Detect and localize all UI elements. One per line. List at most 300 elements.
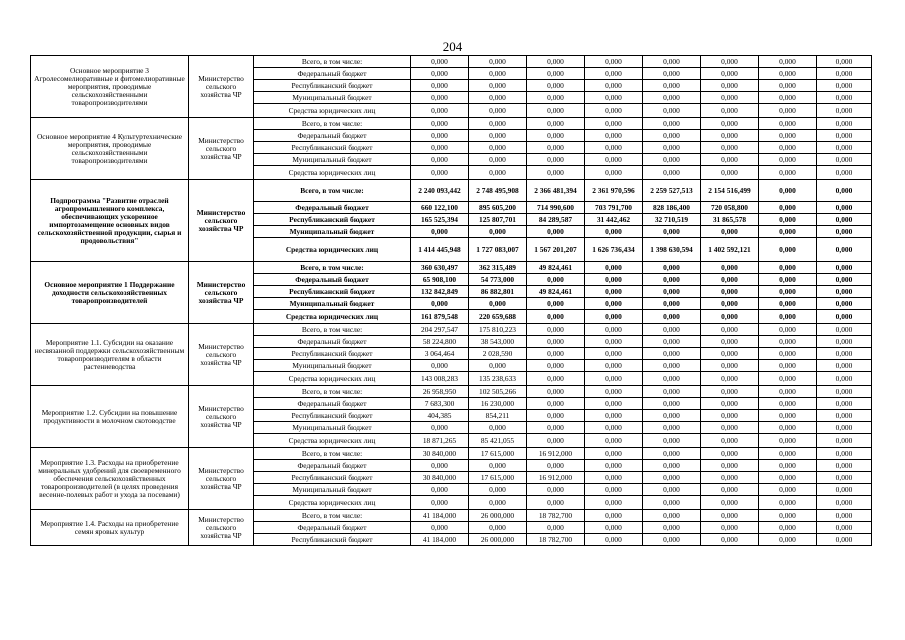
table-row [31, 262, 872, 274]
value-cell: 0,000 [759, 68, 817, 80]
value-cell: 0,000 [701, 484, 759, 496]
value-cell: 0,000 [643, 130, 701, 142]
value-cell: 0,000 [759, 496, 817, 510]
value-cell: 0,000 [701, 398, 759, 410]
value-cell: 0,000 [411, 298, 469, 310]
source-cell: Федеральный бюджет [254, 398, 411, 410]
value-cell: 0,000 [643, 154, 701, 166]
value-cell: 0,000 [701, 360, 759, 372]
value-cell: 0,000 [527, 92, 585, 104]
value-cell: 0,000 [527, 226, 585, 238]
value-cell: 0,000 [817, 56, 872, 68]
value-cell: 360 630,497 [411, 262, 469, 274]
executor-cell: Министерство сельского хозяйства ЧР [189, 118, 254, 180]
value-cell: 0,000 [411, 80, 469, 92]
value-cell: 0,000 [817, 310, 872, 324]
value-cell: 0,000 [643, 142, 701, 154]
value-cell: 2 748 495,908 [469, 180, 527, 202]
source-cell: Всего, в том числе: [254, 262, 411, 274]
value-cell: 0,000 [527, 274, 585, 286]
value-cell: 0,000 [585, 298, 643, 310]
value-cell: 0,000 [701, 324, 759, 336]
value-cell: 0,000 [701, 274, 759, 286]
value-cell: 102 505,266 [469, 386, 527, 398]
value-cell: 2 154 516,499 [701, 180, 759, 202]
value-cell: 0,000 [585, 496, 643, 510]
value-cell: 86 882,801 [469, 286, 527, 298]
value-cell: 0,000 [469, 80, 527, 92]
value-cell: 0,000 [585, 56, 643, 68]
measure-cell: Мероприятие 1.3. Расходы на приобретение минеральных удобрений для своевременного обеспечения сельскохозяйственных товаропроизводителей (в целях проведения весенне-полевых работ и ухода за посевами) [31, 448, 189, 510]
value-cell: 0,000 [701, 286, 759, 298]
value-cell: 0,000 [701, 348, 759, 360]
source-cell: Всего, в том числе: [254, 56, 411, 68]
value-cell: 2 240 093,442 [411, 180, 469, 202]
source-cell: Всего, в том числе: [254, 118, 411, 130]
source-cell: Республиканский бюджет [254, 348, 411, 360]
source-cell: Всего, в том числе: [254, 510, 411, 522]
source-cell: Федеральный бюджет [254, 274, 411, 286]
value-cell: 828 186,400 [643, 202, 701, 214]
value-cell: 0,000 [759, 410, 817, 422]
value-cell: 0,000 [527, 348, 585, 360]
value-cell: 404,385 [411, 410, 469, 422]
value-cell: 0,000 [643, 274, 701, 286]
value-cell: 854,211 [469, 410, 527, 422]
value-cell: 0,000 [759, 360, 817, 372]
page-number: 204 [442, 39, 463, 54]
value-cell: 0,000 [759, 298, 817, 310]
value-cell: 0,000 [817, 154, 872, 166]
value-cell: 0,000 [411, 92, 469, 104]
value-cell: 0,000 [411, 68, 469, 80]
value-cell: 0,000 [817, 130, 872, 142]
value-cell: 0,000 [817, 348, 872, 360]
value-cell: 26 000,000 [469, 510, 527, 522]
value-cell: 0,000 [817, 180, 872, 202]
source-cell: Республиканский бюджет [254, 142, 411, 154]
value-cell: 0,000 [759, 484, 817, 496]
value-cell: 0,000 [759, 154, 817, 166]
value-cell: 0,000 [585, 460, 643, 472]
value-cell: 720 058,800 [701, 202, 759, 214]
value-cell: 0,000 [527, 324, 585, 336]
value-cell: 0,000 [817, 92, 872, 104]
executor-cell: Министерство сельского хозяйства ЧР [189, 56, 254, 118]
value-cell: 0,000 [701, 460, 759, 472]
value-cell: 0,000 [701, 142, 759, 154]
value-cell: 0,000 [701, 410, 759, 422]
value-cell: 16 230,000 [469, 398, 527, 410]
value-cell: 0,000 [527, 484, 585, 496]
value-cell: 0,000 [701, 510, 759, 522]
value-cell: 703 791,700 [585, 202, 643, 214]
value-cell: 0,000 [527, 142, 585, 154]
value-cell: 0,000 [759, 386, 817, 398]
value-cell: 85 421,055 [469, 434, 527, 448]
value-cell: 16 912,000 [527, 448, 585, 460]
value-cell: 0,000 [817, 496, 872, 510]
source-cell: Федеральный бюджет [254, 68, 411, 80]
value-cell: 0,000 [701, 372, 759, 386]
value-cell: 16 912,000 [527, 472, 585, 484]
value-cell: 0,000 [817, 118, 872, 130]
value-cell: 0,000 [585, 142, 643, 154]
value-cell: 0,000 [817, 202, 872, 214]
value-cell: 3 064,464 [411, 348, 469, 360]
value-cell: 31 442,462 [585, 214, 643, 226]
value-cell: 0,000 [759, 348, 817, 360]
value-cell: 0,000 [817, 472, 872, 484]
value-cell: 0,000 [759, 142, 817, 154]
value-cell: 32 710,519 [643, 214, 701, 226]
value-cell: 0,000 [585, 262, 643, 274]
value-cell: 0,000 [817, 68, 872, 80]
value-cell: 0,000 [527, 68, 585, 80]
value-cell: 0,000 [759, 448, 817, 460]
value-cell: 0,000 [759, 130, 817, 142]
value-cell: 0,000 [585, 226, 643, 238]
value-cell: 0,000 [759, 460, 817, 472]
measure-cell: Мероприятие 1.1. Субсидии на оказание несвязанной поддержки сельскохозяйственным товаропроизводителям в области растениеводства [31, 324, 189, 386]
value-cell: 0,000 [759, 262, 817, 274]
value-cell: 0,000 [527, 460, 585, 472]
value-cell: 18 782,700 [527, 534, 585, 546]
value-cell: 0,000 [759, 80, 817, 92]
value-cell: 1 402 592,121 [701, 238, 759, 262]
value-cell: 0,000 [701, 434, 759, 448]
value-cell: 0,000 [411, 522, 469, 534]
value-cell: 0,000 [643, 262, 701, 274]
value-cell: 0,000 [643, 336, 701, 348]
measure-cell: Подпрограмма "Развитие отраслей агропромышленного комплекса, обеспечивающих ускоренное импортозамещение основных видов сельскохозяйственной продукции, сырья и продовольствия" [31, 180, 189, 262]
value-cell: 0,000 [701, 422, 759, 434]
value-cell: 0,000 [817, 448, 872, 460]
source-cell: Республиканский бюджет [254, 214, 411, 226]
value-cell: 0,000 [701, 118, 759, 130]
value-cell: 38 543,000 [469, 336, 527, 348]
value-cell: 0,000 [759, 434, 817, 448]
value-cell: 0,000 [701, 226, 759, 238]
value-cell: 2 028,590 [469, 348, 527, 360]
value-cell: 0,000 [469, 104, 527, 118]
value-cell: 0,000 [817, 80, 872, 92]
value-cell: 0,000 [759, 238, 817, 262]
table-row [31, 180, 872, 202]
value-cell: 0,000 [527, 130, 585, 142]
value-cell: 0,000 [643, 448, 701, 460]
table-body [31, 56, 872, 546]
value-cell: 0,000 [759, 472, 817, 484]
value-cell: 0,000 [759, 324, 817, 336]
value-cell: 0,000 [643, 226, 701, 238]
value-cell: 0,000 [527, 398, 585, 410]
value-cell: 0,000 [817, 274, 872, 286]
value-cell: 17 615,000 [469, 472, 527, 484]
value-cell: 0,000 [817, 360, 872, 372]
value-cell: 0,000 [469, 360, 527, 372]
value-cell: 0,000 [527, 310, 585, 324]
value-cell: 0,000 [643, 484, 701, 496]
value-cell: 1 727 083,007 [469, 238, 527, 262]
value-cell: 54 773,000 [469, 274, 527, 286]
table-row [31, 510, 872, 522]
value-cell: 0,000 [469, 118, 527, 130]
value-cell: 1 414 445,948 [411, 238, 469, 262]
value-cell: 0,000 [643, 460, 701, 472]
value-cell: 0,000 [469, 460, 527, 472]
value-cell: 132 842,849 [411, 286, 469, 298]
value-cell: 362 315,489 [469, 262, 527, 274]
table-row [31, 324, 872, 336]
value-cell: 0,000 [585, 348, 643, 360]
value-cell: 0,000 [585, 410, 643, 422]
value-cell: 0,000 [759, 336, 817, 348]
value-cell: 0,000 [643, 522, 701, 534]
value-cell: 0,000 [643, 310, 701, 324]
source-cell: Муниципальный бюджет [254, 298, 411, 310]
value-cell: 0,000 [759, 180, 817, 202]
value-cell: 0,000 [585, 522, 643, 534]
value-cell: 0,000 [817, 422, 872, 434]
value-cell: 0,000 [701, 56, 759, 68]
source-cell: Федеральный бюджет [254, 522, 411, 534]
value-cell: 0,000 [817, 238, 872, 262]
value-cell: 0,000 [585, 68, 643, 80]
executor-cell: Министерство сельского хозяйства ЧР [189, 510, 254, 546]
value-cell: 0,000 [585, 130, 643, 142]
source-cell: Республиканский бюджет [254, 80, 411, 92]
source-cell: Средства юридических лиц [254, 166, 411, 180]
value-cell: 0,000 [817, 534, 872, 546]
value-cell: 30 840,000 [411, 472, 469, 484]
source-cell: Всего, в том числе: [254, 180, 411, 202]
value-cell: 0,000 [585, 286, 643, 298]
value-cell: 0,000 [527, 422, 585, 434]
value-cell: 0,000 [527, 80, 585, 92]
value-cell: 0,000 [585, 274, 643, 286]
value-cell: 0,000 [469, 154, 527, 166]
value-cell: 0,000 [817, 510, 872, 522]
value-cell: 1 567 201,207 [527, 238, 585, 262]
value-cell: 0,000 [643, 104, 701, 118]
value-cell: 0,000 [701, 68, 759, 80]
value-cell: 0,000 [411, 460, 469, 472]
value-cell: 0,000 [585, 80, 643, 92]
value-cell: 2 366 481,394 [527, 180, 585, 202]
value-cell: 49 824,461 [527, 262, 585, 274]
value-cell: 0,000 [643, 372, 701, 386]
value-cell: 0,000 [759, 398, 817, 410]
value-cell: 0,000 [759, 56, 817, 68]
value-cell: 31 865,578 [701, 214, 759, 226]
value-cell: 220 659,688 [469, 310, 527, 324]
value-cell: 0,000 [527, 336, 585, 348]
source-cell: Средства юридических лиц [254, 104, 411, 118]
value-cell: 0,000 [701, 310, 759, 324]
value-cell: 0,000 [469, 522, 527, 534]
table-row [31, 56, 872, 68]
value-cell: 0,000 [643, 434, 701, 448]
value-cell: 18 782,700 [527, 510, 585, 522]
value-cell: 0,000 [817, 262, 872, 274]
value-cell: 0,000 [817, 522, 872, 534]
value-cell: 0,000 [527, 434, 585, 448]
value-cell: 0,000 [701, 472, 759, 484]
value-cell: 1 398 630,594 [643, 238, 701, 262]
executor-cell: Министерство сельского хозяйства ЧР [189, 448, 254, 510]
value-cell: 0,000 [527, 118, 585, 130]
value-cell: 49 824,461 [527, 286, 585, 298]
value-cell: 0,000 [701, 298, 759, 310]
value-cell: 0,000 [643, 324, 701, 336]
measure-cell: Основное мероприятие 3 Агролесомелиоративные и фитомелиоративные мероприятия, проводимые сельскохозяйственными товаропроизводителями [31, 56, 189, 118]
measure-cell: Основное мероприятие 4 Культуртехнические мероприятия, проводимые сельскохозяйственными товаропроизводителями [31, 118, 189, 180]
value-cell: 2 259 527,513 [643, 180, 701, 202]
value-cell: 0,000 [759, 92, 817, 104]
value-cell: 0,000 [585, 92, 643, 104]
source-cell: Средства юридических лиц [254, 372, 411, 386]
value-cell: 0,000 [411, 496, 469, 510]
value-cell: 135 238,633 [469, 372, 527, 386]
value-cell: 0,000 [643, 348, 701, 360]
value-cell: 0,000 [643, 472, 701, 484]
value-cell: 660 122,100 [411, 202, 469, 214]
source-cell: Средства юридических лиц [254, 496, 411, 510]
value-cell: 0,000 [759, 286, 817, 298]
value-cell: 0,000 [585, 386, 643, 398]
value-cell: 0,000 [411, 226, 469, 238]
value-cell: 0,000 [585, 484, 643, 496]
value-cell: 0,000 [759, 274, 817, 286]
value-cell: 7 683,300 [411, 398, 469, 410]
measure-cell: Мероприятие 1.4. Расходы на приобретение семян яровых культур [31, 510, 189, 546]
source-cell: Муниципальный бюджет [254, 92, 411, 104]
value-cell: 0,000 [701, 166, 759, 180]
value-cell: 0,000 [411, 484, 469, 496]
value-cell: 0,000 [817, 372, 872, 386]
value-cell: 0,000 [469, 484, 527, 496]
value-cell: 17 615,000 [469, 448, 527, 460]
value-cell: 65 908,100 [411, 274, 469, 286]
value-cell: 0,000 [701, 80, 759, 92]
value-cell: 0,000 [643, 386, 701, 398]
value-cell: 0,000 [759, 166, 817, 180]
value-cell: 895 605,200 [469, 202, 527, 214]
value-cell: 0,000 [643, 166, 701, 180]
source-cell: Средства юридических лиц [254, 434, 411, 448]
value-cell: 125 807,701 [469, 214, 527, 226]
value-cell: 58 224,800 [411, 336, 469, 348]
value-cell: 0,000 [759, 104, 817, 118]
value-cell: 0,000 [527, 154, 585, 166]
source-cell: Федеральный бюджет [254, 202, 411, 214]
value-cell: 84 289,587 [527, 214, 585, 226]
source-cell: Средства юридических лиц [254, 238, 411, 262]
value-cell: 0,000 [759, 226, 817, 238]
value-cell: 0,000 [643, 360, 701, 372]
source-cell: Муниципальный бюджет [254, 484, 411, 496]
source-cell: Федеральный бюджет [254, 460, 411, 472]
value-cell: 0,000 [585, 360, 643, 372]
value-cell: 0,000 [411, 166, 469, 180]
value-cell: 204 297,547 [411, 324, 469, 336]
value-cell: 0,000 [701, 154, 759, 166]
value-cell: 0,000 [701, 92, 759, 104]
value-cell: 0,000 [527, 386, 585, 398]
value-cell: 0,000 [469, 92, 527, 104]
value-cell: 0,000 [585, 448, 643, 460]
value-cell: 0,000 [817, 434, 872, 448]
source-cell: Республиканский бюджет [254, 286, 411, 298]
value-cell: 0,000 [527, 298, 585, 310]
value-cell: 0,000 [527, 104, 585, 118]
value-cell: 0,000 [759, 214, 817, 226]
measure-cell: Мероприятие 1.2. Субсидии на повышение продуктивности в молочном скотоводстве [31, 386, 189, 448]
value-cell: 0,000 [411, 56, 469, 68]
value-cell: 0,000 [527, 410, 585, 422]
value-cell: 0,000 [817, 214, 872, 226]
source-cell: Средства юридических лиц [254, 310, 411, 324]
executor-cell: Министерство сельского хозяйства ЧР [189, 180, 254, 262]
value-cell: 0,000 [701, 448, 759, 460]
value-cell: 0,000 [701, 386, 759, 398]
value-cell: 0,000 [701, 496, 759, 510]
value-cell: 0,000 [701, 336, 759, 348]
budget-table [30, 55, 872, 546]
value-cell: 0,000 [643, 118, 701, 130]
value-cell: 0,000 [585, 324, 643, 336]
source-cell: Федеральный бюджет [254, 130, 411, 142]
value-cell: 0,000 [643, 510, 701, 522]
value-cell: 0,000 [701, 130, 759, 142]
value-cell: 0,000 [585, 510, 643, 522]
table-row [31, 118, 872, 130]
value-cell: 0,000 [585, 398, 643, 410]
value-cell: 0,000 [817, 410, 872, 422]
value-cell: 0,000 [411, 130, 469, 142]
value-cell: 0,000 [411, 154, 469, 166]
value-cell: 0,000 [585, 118, 643, 130]
value-cell: 0,000 [585, 310, 643, 324]
value-cell: 0,000 [701, 104, 759, 118]
source-cell: Муниципальный бюджет [254, 360, 411, 372]
value-cell: 0,000 [759, 310, 817, 324]
value-cell: 0,000 [701, 262, 759, 274]
measure-cell: Основное мероприятие 1 Поддержание доходности сельскохозяйственных товаропроизводителей [31, 262, 189, 324]
value-cell: 0,000 [527, 372, 585, 386]
value-cell: 0,000 [643, 286, 701, 298]
value-cell: 0,000 [585, 166, 643, 180]
value-cell: 0,000 [411, 104, 469, 118]
value-cell: 0,000 [585, 104, 643, 118]
value-cell: 0,000 [701, 522, 759, 534]
value-cell: 0,000 [469, 68, 527, 80]
value-cell: 0,000 [643, 410, 701, 422]
value-cell: 0,000 [469, 422, 527, 434]
value-cell: 0,000 [585, 154, 643, 166]
value-cell: 0,000 [585, 422, 643, 434]
value-cell: 18 871,265 [411, 434, 469, 448]
executor-cell: Министерство сельского хозяйства ЧР [189, 324, 254, 386]
value-cell: 165 525,394 [411, 214, 469, 226]
value-cell: 26 000,000 [469, 534, 527, 546]
value-cell: 0,000 [817, 166, 872, 180]
value-cell: 161 879,548 [411, 310, 469, 324]
value-cell: 0,000 [643, 80, 701, 92]
value-cell: 0,000 [759, 522, 817, 534]
value-cell: 0,000 [643, 68, 701, 80]
